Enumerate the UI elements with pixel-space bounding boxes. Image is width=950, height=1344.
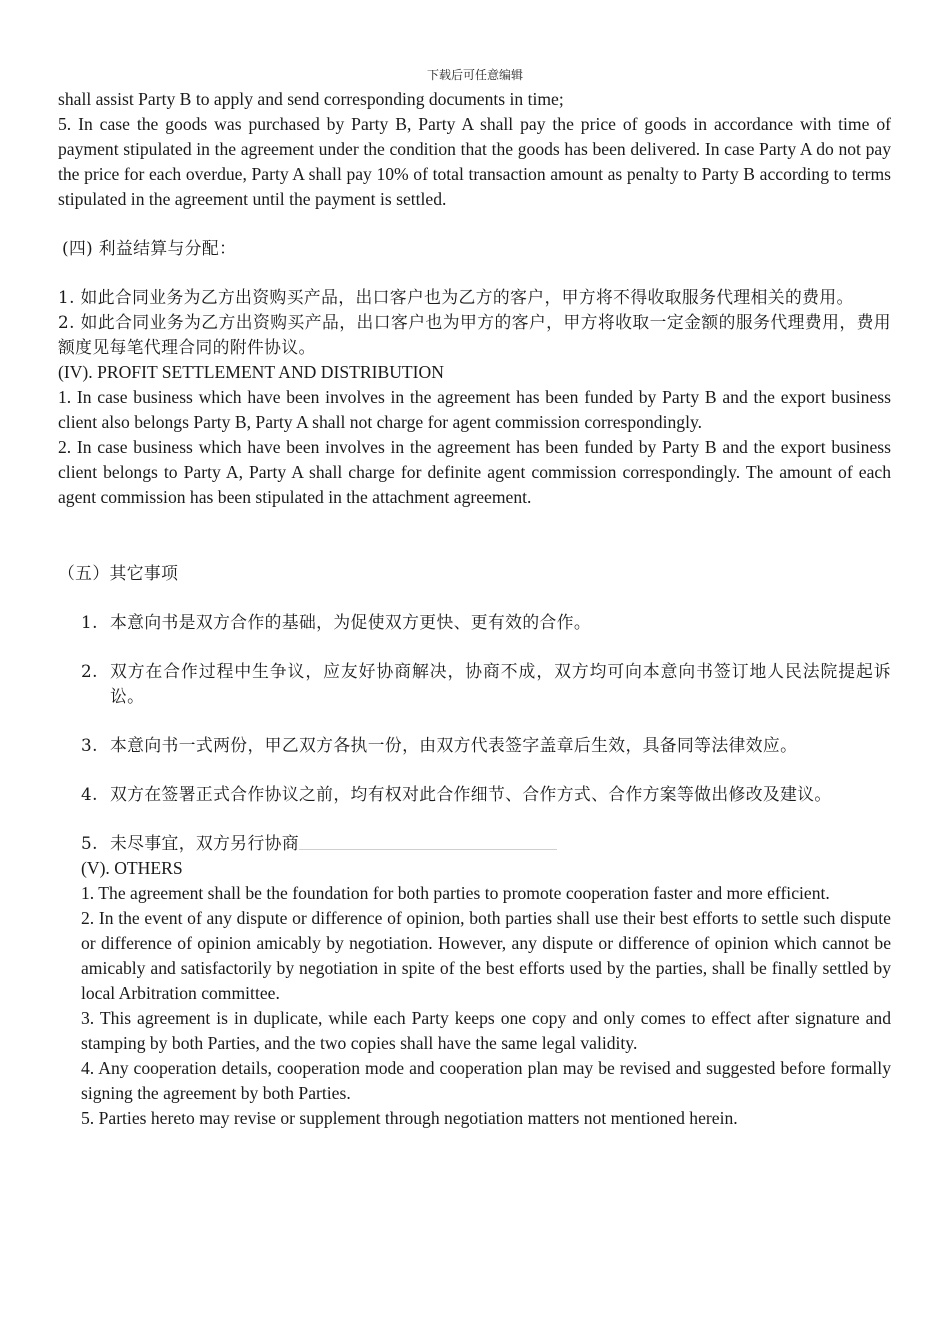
section-5-en-item: 2. In the event of any dispute or difference of opinion, both parties shall use their best efforts to settle such dispute or difference of opinion amicably by negotiation. However, any dispute or difference of opinion which cannot be amicably and satisfactorily by negotiation in spite of the best efforts used by the parties, shall be finally settled by local Arbitration committee. (81, 908, 891, 1003)
list-item-number: 1. (81, 612, 98, 632)
section-4-zh-item: 2. 如此合同业务为乙方出资购买产品，出口客户也为甲方的客户，甲方将收取一定金额的服务代理费用，费用额度见每笔代理合同的附件协议。 (58, 312, 891, 357)
section-5-zh-heading: （五）其它事项 (58, 563, 179, 583)
list-item-text: 双方在签署正式合作协议之前，均有权对此合作细节、合作方式、合作方案等做出修改及建议。 (110, 784, 832, 804)
section-5-en-item: 3. This agreement is in duplicate, while each Party keeps one copy and only comes to effect after signature and stamping by both Parties, and the two copies shall have the same legal validity. (81, 1008, 891, 1053)
list-item-text: 本意向书是双方合作的基础，为促使双方更快、更有效的合作。 (110, 612, 592, 632)
spacer (58, 261, 891, 285)
page-header: 下载后可任意编辑 (426, 68, 523, 82)
list-item-number: 4. (81, 784, 98, 804)
list-item (81, 782, 891, 807)
list-item-number: 5. (81, 833, 98, 853)
section-4-en-item: 1. In case business which have been involves in the agreement has been funded by Party B and the export business client also belongs Party B, Party A shall not charge for agent commission correspondingly. (58, 387, 891, 432)
list-item (81, 659, 891, 709)
paragraph-assist: shall assist Party B to apply and send corresponding documents in time; (58, 89, 564, 109)
section-5-en-item: 1. The agreement shall be the foundation for both parties to promote cooperation faster and more efficient. (81, 883, 830, 903)
spacer (58, 586, 891, 610)
list-item (81, 831, 891, 856)
section-5-en-heading: (V). OTHERS (81, 858, 183, 878)
list-item-number: 3. (81, 735, 98, 755)
paragraph-item-5: 5. In case the goods was purchased by Party B, Party A shall pay the price of goods in accordance with time of payment stipulated in the agreement under the condition that the goods has been delivered. In case Party A do not pay the price for each overdue, Party A shall pay 10% of total transaction amount as penalty to Party B according to terms stipulated in the agreement until the payment is settled. (58, 114, 891, 209)
section-4-en-item: 2. In case business which have been involves in the agreement has been funded by Party B and the export business client belongs to Party A, Party A shall charge for definite agent commission correspondingly. The amount of each agent commission has been stipulated in the attachment agreement. (58, 437, 891, 507)
section-5-en-item: 5. Parties hereto may revise or supplement through negotiation matters not mentioned herein. (81, 1108, 738, 1128)
list-item-text: 双方在合作过程中生争议，应友好协商解决，协商不成，双方均可向本意向书签订地人民法院提起诉讼。 (110, 661, 891, 706)
section-4-zh-heading: (四) 利益结算与分配： (62, 238, 237, 258)
section-5-en-item: 4. Any cooperation details, cooperation mode and cooperation plan may be revised and suggested before formally signing the agreement by both Parties. (81, 1058, 891, 1103)
section-4-en-heading: (IV). PROFIT SETTLEMENT AND DISTRIBUTION (58, 362, 444, 382)
list-item-text-wrap (110, 831, 891, 856)
spacer (58, 510, 891, 561)
list-item-text: 未尽事宜，双方另行协商 (110, 833, 299, 853)
list-item (81, 733, 891, 758)
section-5-zh-list (81, 610, 891, 856)
list-item-text: 本意向书一式两份，甲乙双方各执一份，由双方代表签字盖章后生效，具备同等法律效应。 (110, 735, 798, 755)
section-5-en (81, 856, 891, 1131)
document-body (58, 87, 891, 1131)
list-item (81, 610, 891, 635)
section-4-zh-item: 1. 如此合同业务为乙方出资购买产品，出口客户也为乙方的客户，甲方将不得收取服务代理相关的费用。 (58, 287, 854, 307)
blank-underline (299, 849, 557, 850)
list-item-number: 2. (81, 661, 98, 681)
spacer (58, 212, 891, 236)
